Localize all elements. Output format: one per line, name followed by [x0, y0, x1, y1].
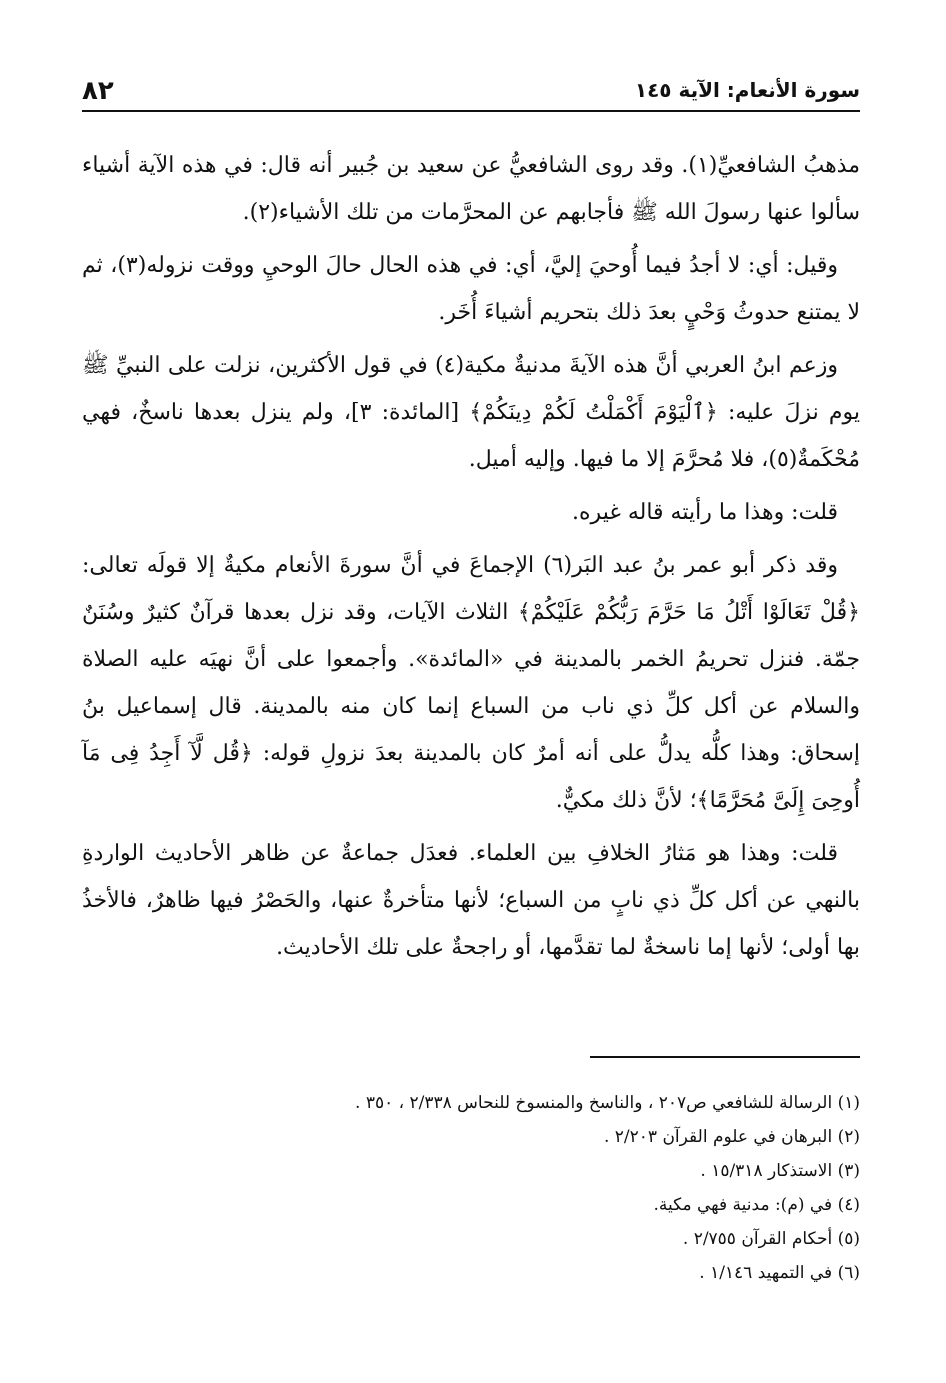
page-number: ٨٢: [82, 76, 114, 106]
paragraph: مذهبُ الشافعيِّ(١). وقد روى الشافعيُّ عن سعيد بن جُبير أنه قال: في هذه الآية أشياء سألوا عنها رسولَ الله ﷺ فأجابهم عن المحرَّمات من تلك الأشياء(٢).: [82, 153, 861, 225]
footnotes: [82, 1086, 860, 1290]
page-header: [82, 66, 860, 112]
footnote-separator: [590, 1056, 860, 1058]
footnote: (١) الرسالة للشافعي ص٢٠٧ ، والناسخ والمنسوخ للنحاس ٢/٣٣٨ ، ٣٥٠ .: [355, 1093, 860, 1113]
paragraph: وقيل: أي: لا أجدُ فيما أُوحيَ إليَّ، أي: في هذه الحال حالَ الوحيِ ووقت نزوله(٣)، ثم لا يمتنع حدوثُ وَحْيٍ بعدَ ذلك بتحريم أشياءَ أُخَر.: [82, 253, 860, 325]
footnote: (٣) الاستذكار ١٥/٣١٨ .: [700, 1161, 860, 1181]
footnote: (٢) البرهان في علوم القرآن ٢/٢٠٣ .: [603, 1127, 860, 1147]
footnote: (٤) في (م): مدنية فهي مكية.: [653, 1195, 860, 1215]
footnote: (٦) في التمهيد ١/١٤٦ .: [699, 1263, 860, 1283]
paragraph: قلت: وهذا ما رأيته قاله غيره.: [572, 500, 838, 525]
main-text: [82, 142, 860, 977]
paragraph: قلت: وهذا هو مَثارُ الخلافِ بين العلماء. فعدَل جماعةٌ عن ظاهر الأحاديث الواردةِ بالنهي عن أكل كلِّ ذي نابٍ من السباع؛ لأنها متأخرةٌ عنها، والحَصْرُ فيها ظاهرٌ، فالأخذُ بها أولى؛ لأنها إما ناسخةٌ لما تقدَّمها، أو راجحةٌ على تلك الأحاديث.: [82, 841, 860, 960]
paragraph: وزعم ابنُ العربي أنَّ هذه الآيةَ مدنيةٌ مكية(٤) في قول الأكثرين، نزلت على النبيِّ ﷺ يوم نزلَ عليه: ﴿ٱلْيَوْمَ أَكْمَلْتُ لَكُمْ دِينَكُمْ﴾ [المائدة: ٣]، ولم ينزل بعدها ناسخٌ، فهي مُحْكَمةٌ(٥)، فلا مُحرَّمَ إلا ما فيها. وإليه أميل.: [82, 353, 860, 472]
footnote: (٥) أحكام القرآن ٢/٧٥٥ .: [682, 1229, 860, 1249]
paragraph: وقد ذكر أبو عمر بنُ عبد البَر(٦) الإجماعَ في أنَّ سورةَ الأنعام مكيةٌ إلا قولَه تعالى: ﴿قُلْ تَعَالَوْا أَتْلُ مَا حَرَّمَ رَبُّكُمْ عَلَيْكُمْ﴾ الثلاث الآيات، وقد نزل بعدها قرآنٌ كثيرٌ وسُنَنٌ جمّة. فنزل تحريمُ الخمر بالمدينة في «المائدة». وأجمعوا على أنَّ نهيَه عليه الصلاة والسلام عن أكل كلِّ ذي ناب من السباع إنما كان منه بالمدينة. قال إسماعيل بنُ إسحاق: وهذا كلُّه يدلُّ على أنه أمرٌ كان بالمدينة بعدَ نزولِ قوله: ﴿قُل لَّآ أَجِدُ فِى مَآ أُوحِىَ إِلَىَّ مُحَرَّمًا﴾؛ لأنَّ ذلك مكيٌّ.: [82, 553, 860, 813]
running-title: سورة الأنعام: الآية ١٤٥: [634, 78, 860, 102]
